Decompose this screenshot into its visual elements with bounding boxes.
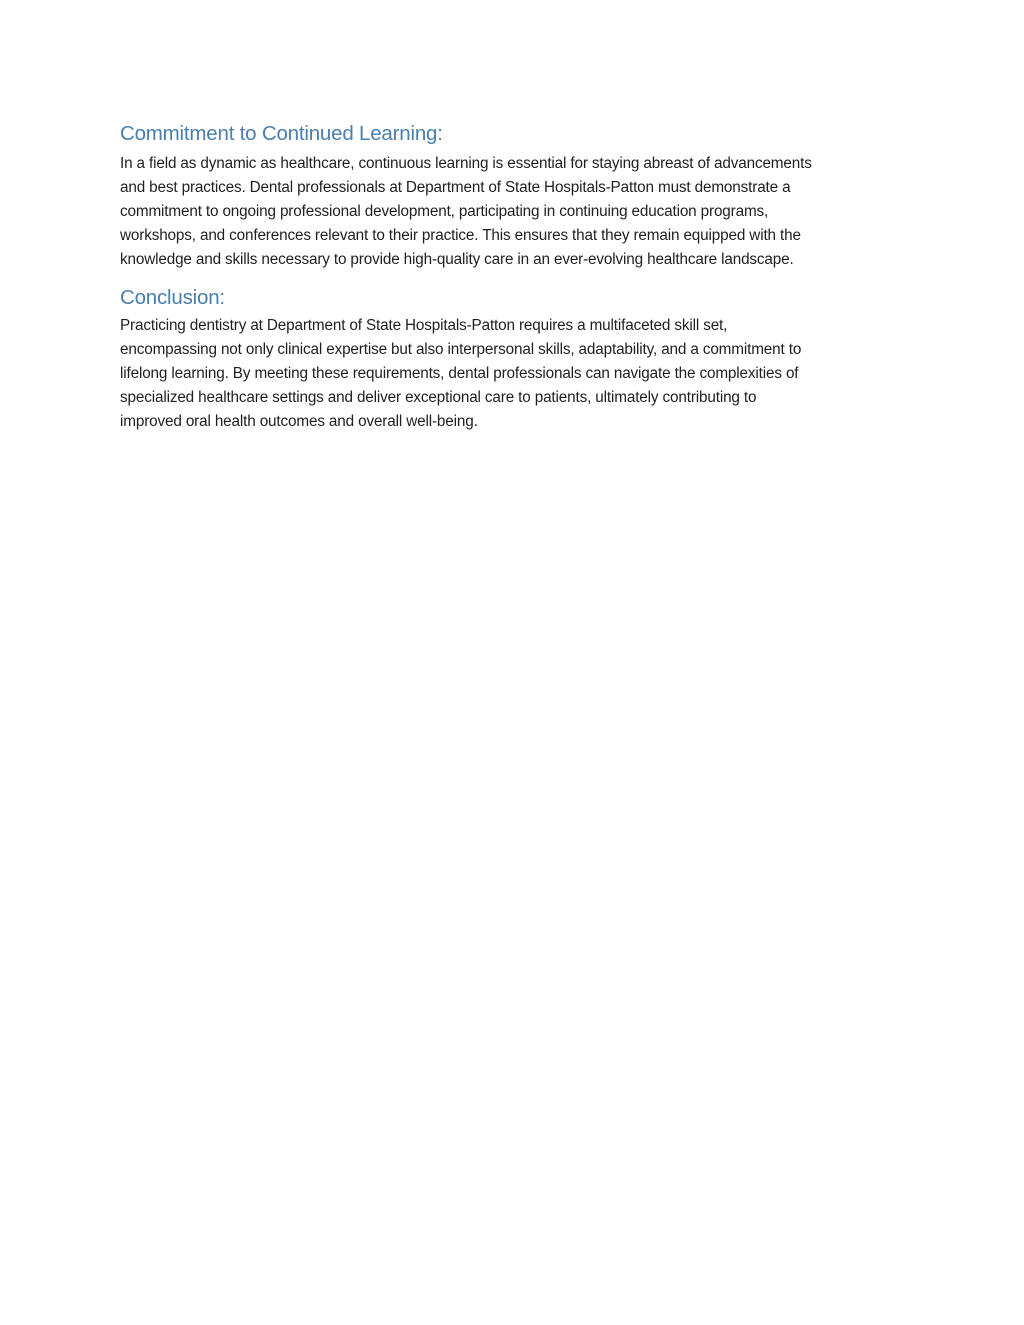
text-line: workshops, and conferences relevant to their practice. This ensures that they remain equipped with the: [120, 227, 801, 244]
commitment-section-heading: Commitment to Continued Learning:: [120, 122, 443, 145]
commitment-paragraph: [120, 152, 904, 272]
conclusion-paragraph: [120, 314, 904, 434]
text-line: commitment to ongoing professional development, participating in continuing education programs,: [120, 203, 769, 220]
text-line: improved oral health outcomes and overall well-being.: [120, 413, 478, 430]
text-line: Practicing dentistry at Department of State Hospitals-Patton requires a multifaceted skill set,: [120, 317, 728, 334]
text-line: lifelong learning. By meeting these requirements, dental professionals can navigate the complexities of: [120, 365, 799, 382]
document-content: [120, 120, 904, 434]
text-line: knowledge and skills necessary to provide high-quality care in an ever-evolving healthcare landscape.: [120, 251, 794, 268]
conclusion-section-heading: Conclusion:: [120, 286, 225, 309]
text-line: encompassing not only clinical expertise but also interpersonal skills, adaptability, and a commitment to: [120, 341, 802, 358]
text-line: specialized healthcare settings and deliver exceptional care to patients, ultimately contributing to: [120, 389, 757, 406]
text-line: In a field as dynamic as healthcare, continuous learning is essential for staying abreast of advancements: [120, 155, 812, 172]
text-line: and best practices. Dental professionals at Department of State Hospitals-Patton must demonstrate a: [120, 179, 791, 196]
section-conclusion: [120, 284, 904, 434]
section-commitment-to-continued-learning: [120, 120, 904, 272]
